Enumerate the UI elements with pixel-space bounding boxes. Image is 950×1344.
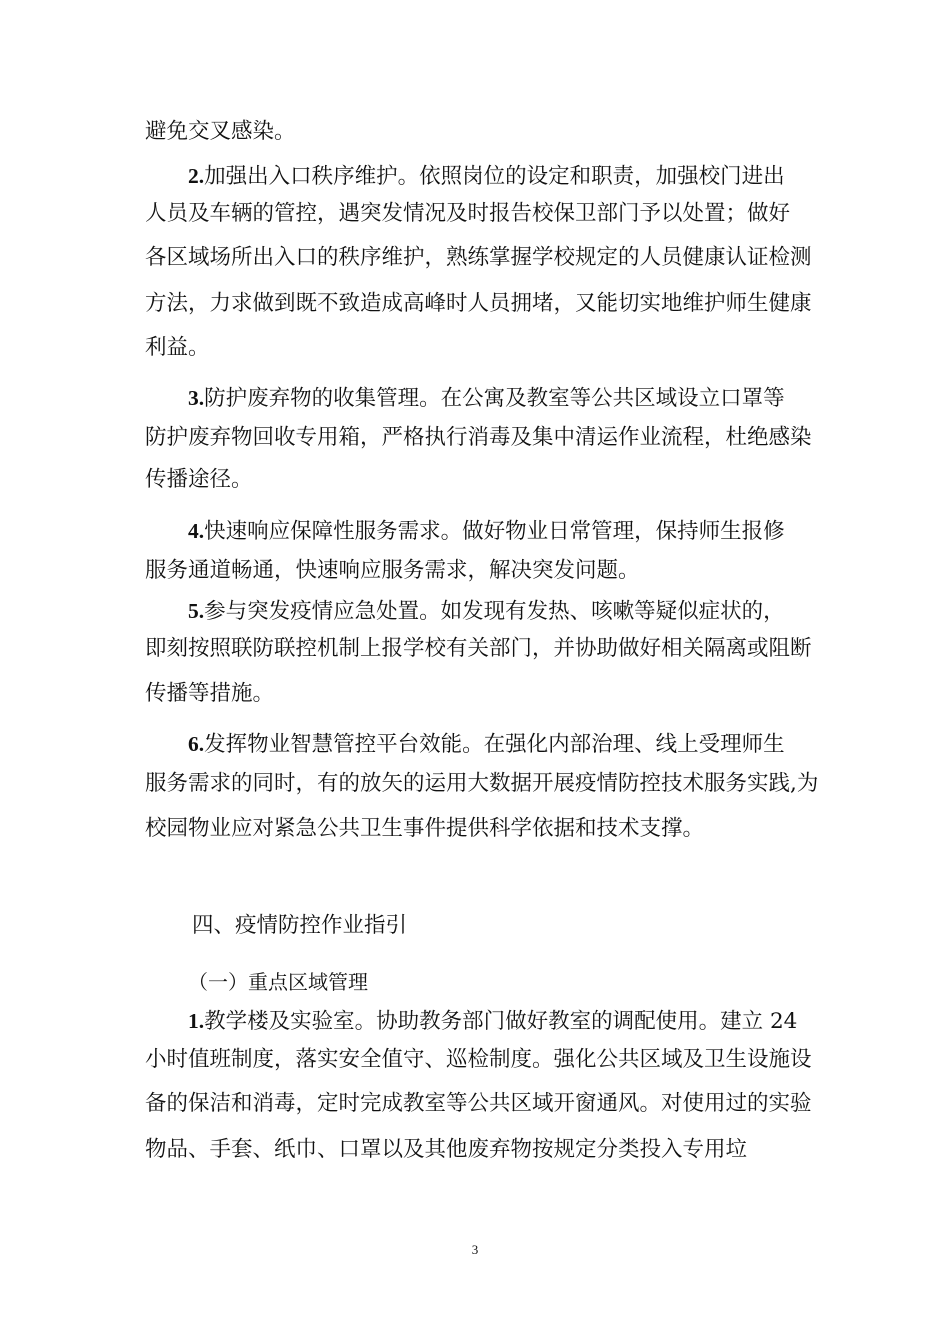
item-number: 1. (188, 1009, 205, 1033)
item-number: 5. (188, 599, 205, 623)
paragraph-line: 各区域场所出入口的秩序维护，熟练掌握学校规定的人员健康认证检测 (145, 245, 812, 270)
paragraph-line: 服务需求的同时，有的放矢的运用大数据开展疫情防控技术服务实践,为 (145, 771, 819, 796)
paragraph-line: 校园物业应对紧急公共卫生事件提供科学依据和技术支撑。 (145, 816, 705, 841)
page-number: 3 (471, 1242, 479, 1257)
paragraph-line: 防护废弃物回收专用箱，严格执行消毒及集中清运作业流程，杜绝感染 (145, 425, 812, 450)
item-2-first-line (188, 161, 868, 192)
paragraph-line: 服务通道畅通，快速响应服务需求，解决突发问题。 (145, 558, 640, 583)
item-number: 4. (188, 519, 205, 543)
paragraph-line: 备的保洁和消毒，定时完成教室等公共区域开窗通风。对使用过的实验 (145, 1091, 812, 1116)
paragraph-text: 参与突发疫情应急处置。如发现有发热、咳嗽等疑似症状的， (204, 599, 785, 624)
paragraph-line: 利益。 (145, 335, 210, 360)
section-heading: 四、疫情防控作业指引 (192, 913, 408, 938)
paragraph-text: 发挥物业智慧管控平台效能。在强化内部治理、线上受理师生 (204, 732, 785, 757)
paragraph-line: 人员及车辆的管控，遇突发情况及时报告校保卫部门予以处置；做好 (145, 201, 791, 226)
paragraph-line: 传播途径。 (145, 467, 253, 492)
item-4-first-line (188, 516, 868, 547)
item-number: 2. (188, 164, 205, 188)
item-5-first-line (188, 596, 868, 627)
paragraph-text: 防护废弃物的收集管理。在公寓及教室等公共区域设立口罩等 (204, 386, 785, 411)
paragraph-text: 快速响应保障性服务需求。做好物业日常管理，保持师生报修 (204, 519, 785, 544)
paragraph-line: 小时值班制度，落实安全值守、巡检制度。强化公共区域及卫生设施设 (145, 1047, 812, 1072)
item-3-first-line (188, 383, 868, 414)
paragraph-text: 加强出入口秩序维护。依照岗位的设定和职责，加强校门进出 (204, 164, 785, 189)
paragraph-line: 物品、手套、纸巾、口罩以及其他废弃物按规定分类投入专用垃 (145, 1137, 748, 1162)
paragraph-line: 方法，力求做到既不致造成高峰时人员拥堵，又能切实地维护师生健康 (145, 291, 812, 316)
paragraph-line: 即刻按照联防联控机制上报学校有关部门，并协助做好相关隔离或阻断 (145, 636, 812, 661)
item-b1-first-line (188, 1006, 868, 1037)
paragraph-line: 避免交叉感染。 (145, 119, 296, 144)
sub-heading: （一）重点区域管理 (188, 970, 368, 994)
item-number: 3. (188, 386, 205, 410)
item-6-first-line (188, 729, 868, 760)
item-number: 6. (188, 732, 205, 756)
paragraph-line: 传播等措施。 (145, 681, 275, 706)
paragraph-text: 教学楼及实验室。协助教务部门做好教室的调配使用。建立 24 (204, 1009, 798, 1034)
